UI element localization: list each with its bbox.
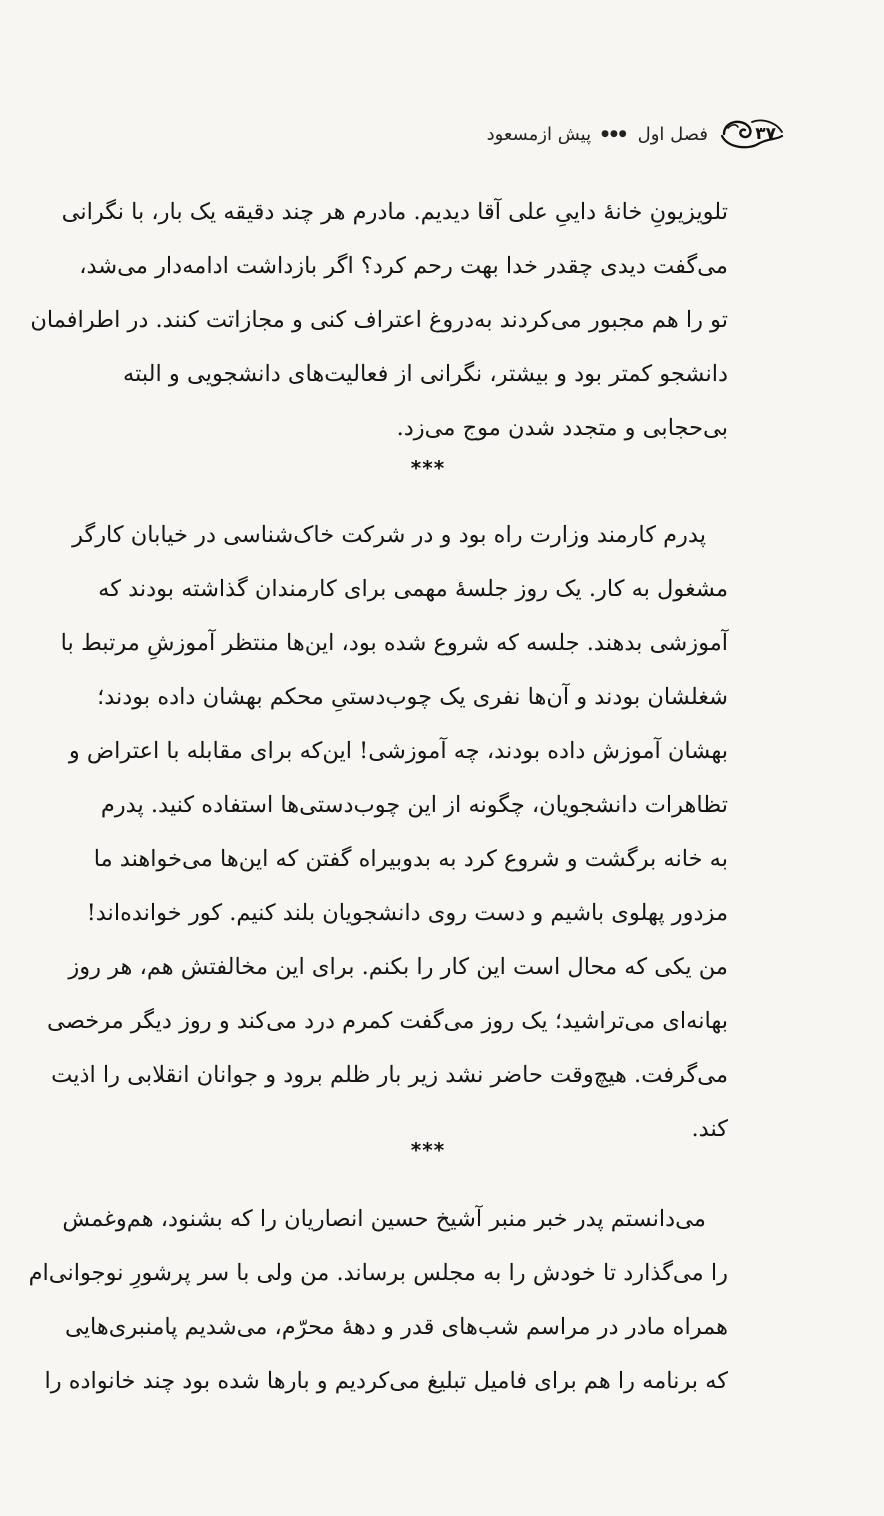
paragraph-3 [28, 1192, 728, 1408]
text-line: مشغول به کار. یک روز جلسهٔ مهمی برای کارمندان گذاشته بودند که [98, 576, 728, 602]
text-line: همراه مادر در مراسم شب‌های قدر و دههٔ محرّم، می‌شدیم پامنبری‌هایی [65, 1314, 728, 1340]
text-line: پدرم کارمند وزارت راه بود و در شرکت خاک‌شناسی در خیابان کارگر [72, 522, 706, 548]
text-line: را می‌گذارد تا خودش را به مجلس برساند. من ولی با سر پرشورِ نوجوانی‌ام [28, 1260, 728, 1286]
chapter-label: فصل اول [637, 123, 708, 145]
text-line: بهشان آموزش داده بودند، چه آموزشی! این‌که برای مقابله با اعتراض و [68, 738, 728, 764]
text-line: می‌گرفت. هیچ‌وقت حاضر نشد زیر بار ظلم برود و جوانان انقلابی را اذیت [51, 1062, 728, 1088]
page-number: ۳۷ [755, 124, 776, 144]
text-line: که برنامه را هم برای فامیل تبلیغ می‌کردیم و بارها شده بود چند خانواده را [44, 1368, 728, 1394]
text-line: دانشجو کمتر بود و بیشتر، نگرانی از فعالیت‌های دانشجویی و البته [123, 361, 728, 387]
paragraph-2 [47, 508, 728, 1156]
header-separator: ●●● [601, 129, 628, 139]
text-line: می‌دانستم پدر خبر منبر آشیخ حسین انصاریان را که بشنود، هم‌وغمش [62, 1206, 706, 1232]
text-line: تظاهرات دانشجویان، چگونه از این چوب‌دستی‌ها استفاده کنید. پدرم [100, 792, 728, 818]
text-line: مزدور پهلوی باشیم و دست روی دانشجویان بلند کنیم. کور خوانده‌اند! [86, 900, 728, 926]
text-line: به خانه برگشت و شروع کرد به بدوبیراه گفتن که این‌ها می‌خواهند ما [93, 846, 728, 872]
text-line: بی‌حجابی و متجدد شدن موج می‌زد. [396, 415, 728, 441]
section-break: *** [410, 1138, 446, 1162]
text-line: بهانه‌ای می‌تراشید؛ یک روز می‌گفت کمرم درد می‌کند و روز دیگر مرخصی [47, 1008, 728, 1034]
running-header [487, 114, 784, 154]
page-ornament [718, 114, 784, 154]
text-line: می‌گفت دیدی چقدر خدا بهت رحم کرد؟ اگر بازداشت ادامه‌دار می‌شد، [79, 253, 728, 279]
text-line: آموزشی بدهند. جلسه که شروع شده بود، این‌ها منتظر آموزشِ مرتبط با [60, 630, 728, 656]
paragraph-1 [30, 185, 728, 455]
text-line: من یکی که محال است این کار را بکنم. برای این مخالفتش هم، هر روز [68, 954, 728, 980]
text-line: تو را هم مجبور می‌کردند به‌دروغ اعتراف کنی و مجازاتت کنند. در اطرافمان [30, 307, 728, 333]
text-line: کند. [691, 1116, 728, 1142]
text-line: تلویزیونِ خانهٔ داییِ علی آقا دیدیم. مادرم هر چند دقیقه یک بار، با نگرانی [61, 199, 728, 225]
text-line: شغلشان بودند و آن‌ها نفری یک چوب‌دستیِ محکم بهشان داده بودند؛ [97, 684, 728, 710]
part-title: پیش ازمسعود [486, 123, 592, 145]
section-break: *** [410, 456, 446, 480]
